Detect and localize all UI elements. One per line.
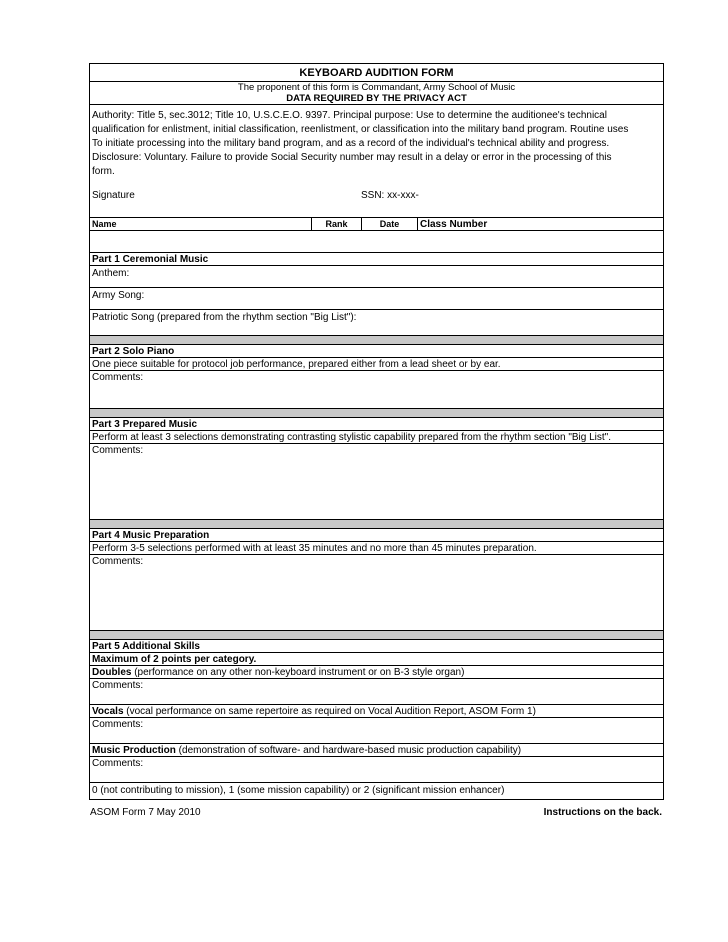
vocals-description xyxy=(90,705,663,718)
army-song-field[interactable]: Army Song: xyxy=(90,288,663,310)
vocals-comments-field[interactable]: Comments: xyxy=(90,718,663,744)
rank-column-header: Rank xyxy=(312,218,362,230)
part4-comments-field[interactable]: Comments: xyxy=(90,555,663,631)
part2-description: One piece suitable for protocol job performance, prepared either from a lead sheet or by ear. xyxy=(90,358,663,371)
part2-title: Part 2 Solo Piano xyxy=(90,345,663,358)
authority-line: To initiate processing into the military band program, and as a record of the individual's technical ability and progress. xyxy=(92,138,610,149)
audition-form xyxy=(89,63,664,800)
date-column-header: Date xyxy=(362,218,418,230)
part1-title: Part 1 Ceremonial Music xyxy=(90,253,663,266)
doubles-label: Doubles xyxy=(92,667,132,678)
authority-line: Disclosure: Voluntary. Failure to provide Social Security number may result in a delay or error in the processing of this xyxy=(92,152,612,163)
section-divider xyxy=(90,631,663,640)
signature-field[interactable]: Signature xyxy=(92,190,135,201)
authority-line: form. xyxy=(92,166,115,177)
production-label: Music Production xyxy=(92,745,176,756)
section-divider xyxy=(90,409,663,418)
class-number-column-header: Class Number xyxy=(420,219,488,230)
production-description xyxy=(90,744,663,757)
part3-comments-field[interactable]: Comments: xyxy=(90,444,663,520)
form-title: KEYBOARD AUDITION FORM xyxy=(90,64,663,82)
part5-max-points: Maximum of 2 points per category. xyxy=(90,653,663,666)
authority-line: Authority: Title 5, sec.3012; Title 10, U.S.C.E.O. 9397. Principal purpose: Use to determine the auditionee's technical xyxy=(92,110,607,121)
doubles-desc: (performance on any other non-keyboard instrument or on B-3 style organ) xyxy=(131,667,465,678)
doubles-description xyxy=(90,666,663,679)
name-column-header: Name xyxy=(90,218,312,230)
scoring-scale: 0 (not contributing to mission), 1 (some mission capability) or 2 (significant mission enhancer) xyxy=(92,785,505,796)
signature-row xyxy=(92,189,661,203)
identity-header xyxy=(90,218,663,231)
proponent-line: The proponent of this form is Commandant, Army School of Music xyxy=(237,82,516,93)
page-footer xyxy=(90,807,662,818)
form-id: ASOM Form 7 May 2010 xyxy=(90,807,201,818)
part2-comments-field[interactable]: Comments: xyxy=(90,371,663,409)
patriotic-song-field[interactable]: Patriotic Song (prepared from the rhythm section "Big List"): xyxy=(90,310,663,336)
production-comments-field[interactable]: Comments: xyxy=(90,757,663,783)
part3-title: Part 3 Prepared Music xyxy=(90,418,663,431)
part4-title: Part 4 Music Preparation xyxy=(90,529,663,542)
vocals-label: Vocals xyxy=(92,706,124,717)
identity-entry-row[interactable] xyxy=(90,231,663,253)
section-divider xyxy=(90,520,663,529)
instructions-note: Instructions on the back. xyxy=(543,807,662,818)
vocals-desc: (vocal performance on same repertoire as required on Vocal Audition Report, ASOM Form 1) xyxy=(123,706,536,717)
doubles-comments-field[interactable]: Comments: xyxy=(90,679,663,705)
part4-description: Perform 3-5 selections performed with at least 35 minutes and no more than 45 minutes preparation. xyxy=(90,542,663,555)
anthem-field[interactable]: Anthem: xyxy=(90,266,663,288)
production-desc: (demonstration of software- and hardware-based music production capability) xyxy=(175,745,522,756)
part5-title: Part 5 Additional Skills xyxy=(90,640,663,653)
privacy-act-header: DATA REQUIRED BY THE PRIVACY ACT xyxy=(90,93,663,105)
authority-statement xyxy=(90,105,663,218)
part3-description: Perform at least 3 selections demonstrating contrasting stylistic capability prepared from the rhythm section "Big List". xyxy=(90,431,663,444)
authority-line: qualification for enlistment, initial classification, reenlistment, or classification into the military band program. Routine uses xyxy=(92,124,629,135)
ssn-field[interactable]: SSN: xx-xxx- xyxy=(361,190,419,201)
section-divider xyxy=(90,336,663,345)
